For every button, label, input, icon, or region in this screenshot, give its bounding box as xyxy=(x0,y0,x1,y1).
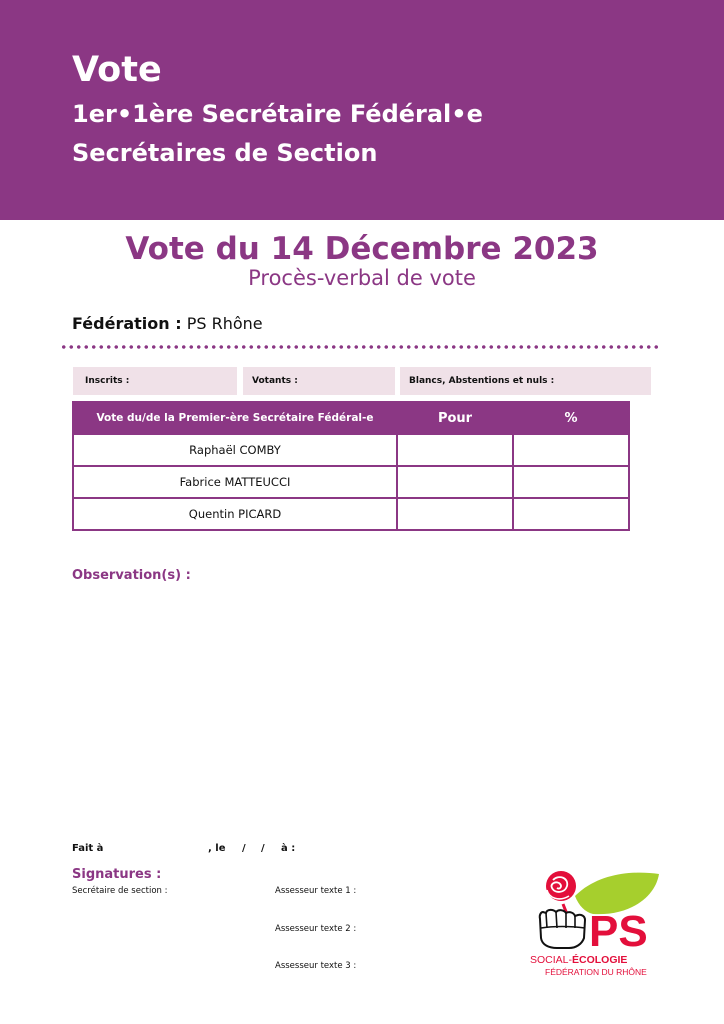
date-slash: / xyxy=(242,843,246,854)
observations-label: Observation(s) : xyxy=(72,568,191,583)
federation-line xyxy=(72,314,263,333)
percent-cell xyxy=(513,466,629,498)
candidate-name: Quentin PICARD xyxy=(73,498,397,530)
federation-value: PS Rhône xyxy=(186,314,263,333)
logo-federation: FÉDÉRATION DU RHÔNE xyxy=(545,967,647,977)
pour-cell xyxy=(397,466,513,498)
date-slash: / xyxy=(261,843,265,854)
assesseur-2-signature-label: Assesseur texte 2 : xyxy=(275,924,357,934)
pour-cell xyxy=(397,498,513,530)
secretaire-signature-label: Secrétaire de section : xyxy=(72,886,168,896)
date-le-label: , le xyxy=(208,843,226,854)
ps-logo xyxy=(530,868,660,978)
ps-wordmark: PS xyxy=(589,907,648,956)
percent-cell xyxy=(513,434,629,466)
vote-date-title: Vote du 14 Décembre 2023 xyxy=(125,231,599,267)
fait-a-label: Fait à xyxy=(72,843,104,854)
percent-column-header: % xyxy=(513,402,629,434)
federation-label: Fédération : xyxy=(72,314,182,333)
time-label: à : xyxy=(281,843,296,854)
header-banner xyxy=(0,0,724,220)
header-subtitle-1: 1er•1ère Secrétaire Fédéral•e xyxy=(72,100,483,128)
candidate-name: Raphaël COMBY xyxy=(73,434,397,466)
table-row xyxy=(73,466,629,498)
candidate-name: Fabrice MATTEUCCI xyxy=(73,466,397,498)
header-title: Vote xyxy=(72,50,162,90)
assesseur-1-signature-label: Assesseur texte 1 : xyxy=(275,886,357,896)
pv-subtitle: Procès-verbal de vote xyxy=(248,266,476,290)
header-subtitle-2: Secrétaires de Section xyxy=(72,139,378,167)
dotted-divider xyxy=(60,345,662,349)
logo-tagline: SOCIAL-ÉCOLOGIE xyxy=(530,954,628,966)
vote-table xyxy=(72,401,630,531)
assesseur-3-signature-label: Assesseur texte 3 : xyxy=(275,961,357,971)
pour-cell xyxy=(397,434,513,466)
pour-column-header: Pour xyxy=(397,402,513,434)
inscrits-field: Inscrits : xyxy=(73,367,237,395)
table-header-row xyxy=(73,402,629,434)
table-row xyxy=(73,434,629,466)
rose-fist-icon xyxy=(530,868,660,978)
table-row xyxy=(73,498,629,530)
votants-field: Votants : xyxy=(243,367,395,395)
candidate-column-header: Vote du/de la Premier-ère Secrétaire Fédéral-e xyxy=(73,402,397,434)
signatures-title: Signatures : xyxy=(72,867,162,882)
percent-cell xyxy=(513,498,629,530)
blancs-field: Blancs, Abstentions et nuls : xyxy=(400,367,651,395)
